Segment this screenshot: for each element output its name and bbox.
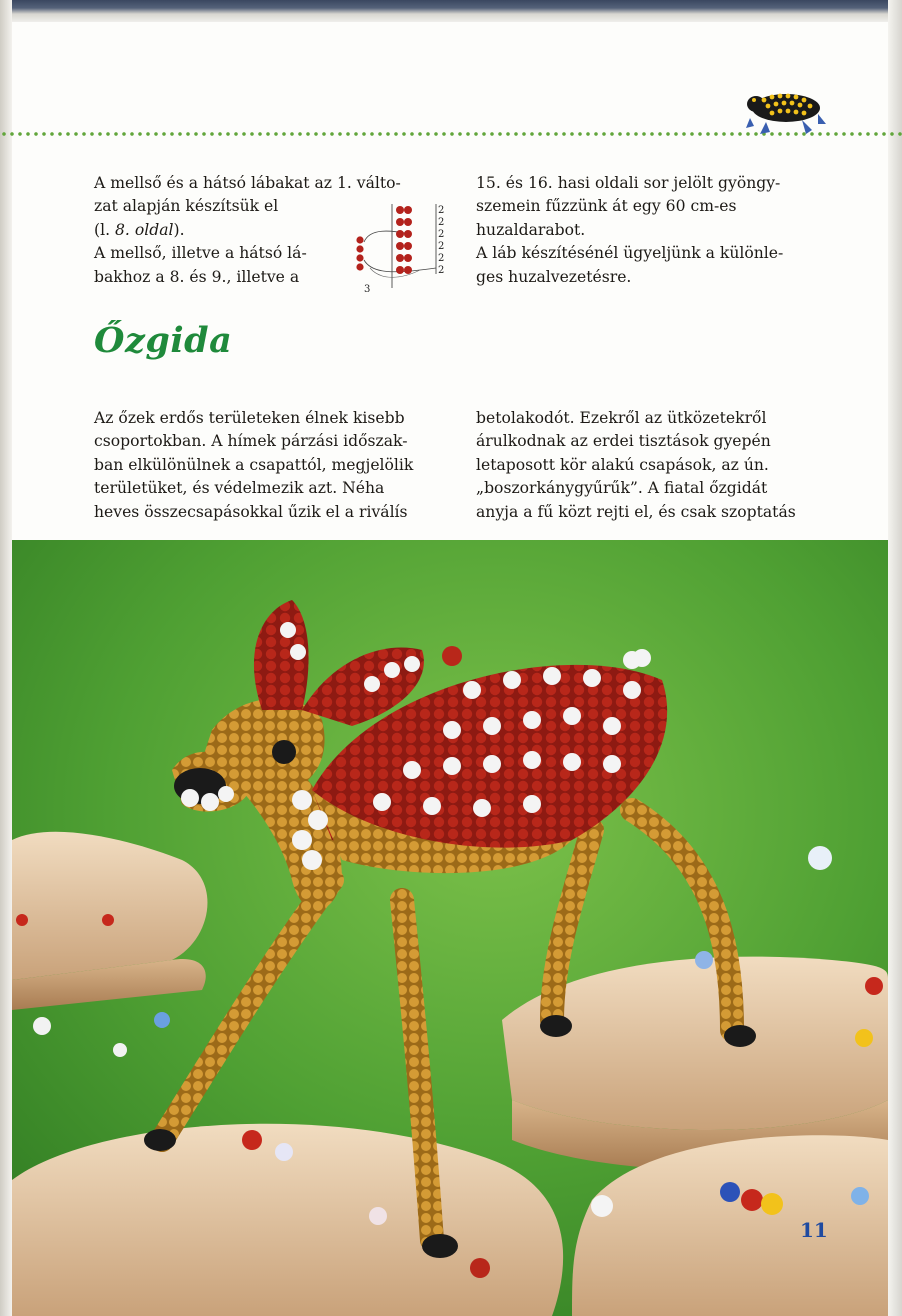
pattern-bead xyxy=(356,236,363,243)
text-line: huzaldarabot. xyxy=(476,220,586,239)
pattern-bead xyxy=(404,266,412,274)
text-fragment: (l. xyxy=(94,220,115,239)
text-line: zat alapján készítsük el xyxy=(94,197,279,216)
text-line: 15. és 16. hasi oldali sor jelölt gyöngy- xyxy=(476,174,781,192)
text-line: ban elkülönülnek a csapattól, megjelölik xyxy=(94,455,414,474)
text-line: A mellső és a hátsó lábakat az 1. válto- xyxy=(94,174,401,192)
bead-pattern-diagram xyxy=(350,198,450,294)
pattern-bead xyxy=(356,254,363,261)
diagram-row-label: 2 xyxy=(438,253,445,264)
pattern-bead xyxy=(404,254,412,262)
diagram-bottom-label: 3 xyxy=(364,284,371,294)
page-reference: 8. oldal xyxy=(115,220,174,239)
diagram-row-label: 2 xyxy=(438,217,445,228)
text-line: Az őzek erdős területeken élnek kisebb xyxy=(94,409,405,427)
page-number: 11 xyxy=(800,1218,828,1242)
pattern-bead xyxy=(356,245,363,252)
body-text-right xyxy=(476,407,826,524)
page-right-edge xyxy=(888,0,902,1316)
text-line: területüket, és védelmezik azt. Néha xyxy=(94,479,385,498)
diagram-row-label: 2 xyxy=(438,241,445,252)
pattern-bead xyxy=(404,242,412,250)
text-line: csoportokban. A hímek párzási időszak- xyxy=(94,432,408,451)
diagram-row-label: 2 xyxy=(438,229,445,240)
pattern-bead xyxy=(356,263,363,270)
text-line: anyja a fű közt rejti el, és csak szoptatás xyxy=(476,502,796,521)
pattern-bead xyxy=(404,218,412,226)
pattern-bead xyxy=(396,254,404,262)
text-line: „boszorkánygyűrűk”. A fiatal őzgidát xyxy=(476,479,768,498)
pattern-bead xyxy=(396,218,404,226)
intro-text-right xyxy=(476,172,816,289)
text-line: bakhoz a 8. és 9., illetve a xyxy=(94,267,300,286)
text-line: heves összecsapásokkal űzik el a riválís xyxy=(94,502,408,521)
diagram-row-label: 2 xyxy=(438,205,445,216)
page-left-shadow xyxy=(0,0,12,1316)
beaded-frog-icon xyxy=(744,84,828,136)
text-line: ges huzalvezetésre. xyxy=(476,267,632,286)
section-title: Őzgida xyxy=(94,320,233,361)
text-line: árulkodnak az erdei tisztások gyepén xyxy=(476,432,771,451)
beaded-fawn-photo xyxy=(12,540,888,1316)
text-fragment: ). xyxy=(173,220,185,239)
text-line: A láb készítésénél ügyeljünk a különle- xyxy=(476,244,784,263)
pattern-bead xyxy=(396,230,404,238)
text-line: betolakodót. Ezekről az ütközetekről xyxy=(476,409,767,427)
pattern-bead xyxy=(404,230,412,238)
pattern-bead xyxy=(396,206,404,214)
text-line: A mellső, illetve a hátsó lá- xyxy=(94,244,307,263)
pattern-bead xyxy=(404,206,412,214)
text-line: letaposott kör alakú csapások, az ún. xyxy=(476,455,769,474)
diagram-row-label: 2 xyxy=(438,265,445,276)
body-text-left xyxy=(94,407,444,524)
pattern-bead xyxy=(396,266,404,274)
pattern-bead xyxy=(396,242,404,250)
text-line: szemein fűzzünk át egy 60 cm-es xyxy=(476,197,737,216)
